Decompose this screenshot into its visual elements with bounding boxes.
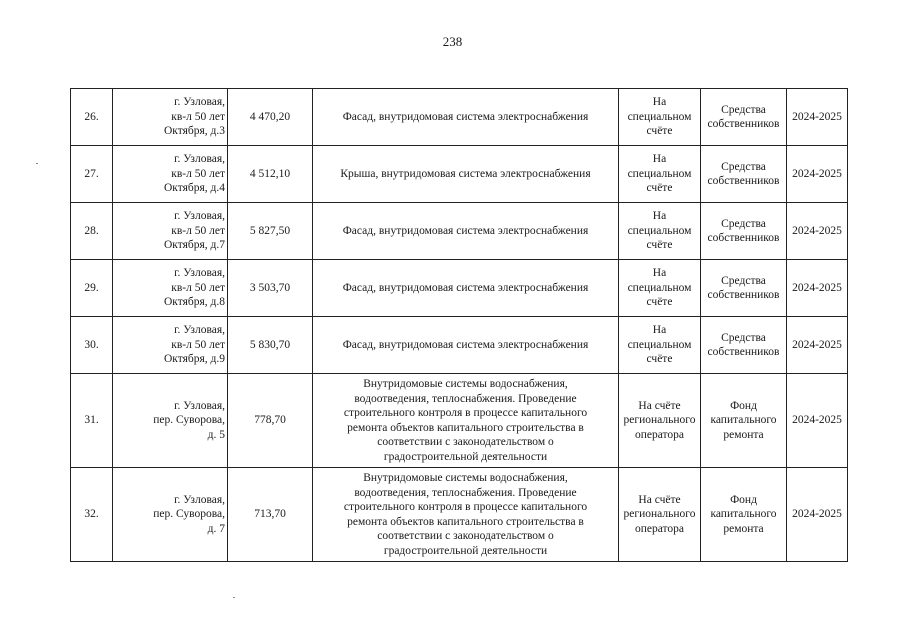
- account-type-cell-line: На: [652, 153, 667, 166]
- address-cell-line: кв-л 50 лет: [171, 224, 225, 237]
- work-type-cell: [313, 317, 619, 374]
- account-type-cell-line: специальном: [627, 281, 692, 294]
- account-type-cell-line: счёте: [646, 182, 673, 195]
- row-number-cell: 31.: [71, 374, 113, 468]
- account-type-cell-line: оператора: [634, 522, 685, 535]
- period-cell: 2024-2025: [787, 317, 848, 374]
- address-cell-line: пер. Суворова,: [153, 414, 225, 427]
- address-cell: [113, 203, 228, 260]
- account-type-cell-line: специальном: [627, 167, 692, 180]
- funding-source-cell-line: собственников: [707, 232, 780, 244]
- funding-source-cell-line: Средства: [721, 274, 766, 287]
- address-cell: [113, 374, 228, 468]
- funding-source-cell-line: Средства: [721, 103, 766, 116]
- account-type-cell: [619, 89, 701, 146]
- account-type-cell-line: счёте: [646, 125, 673, 138]
- address-cell-line: д. 7: [207, 522, 225, 535]
- work-type-cell-line: Фасад, внутридомовая система электроснабжения: [342, 338, 589, 351]
- area-cell: 5 830,70: [228, 317, 313, 374]
- work-type-cell-line: Фасад, внутридомовая система электроснабжения: [342, 224, 589, 237]
- account-type-cell-line: специальном: [627, 110, 692, 123]
- funding-source-cell-line: Средства: [721, 217, 766, 230]
- address-cell-line: пер. Суворова,: [153, 508, 225, 521]
- area-cell: 5 827,50: [228, 203, 313, 260]
- page-number: 238: [442, 34, 463, 49]
- work-type-cell-line: соответствии с законодательством о: [377, 530, 554, 542]
- funding-source-cell-line: собственников: [707, 346, 780, 358]
- funding-source-cell: [701, 146, 787, 203]
- row-number-cell: 32.: [71, 468, 113, 562]
- address-cell-line: д. 5: [207, 428, 225, 441]
- address-cell-line: кв-л 50 лет: [171, 167, 225, 180]
- funding-source-cell: [701, 89, 787, 146]
- funding-source-cell-line: капитального: [710, 414, 777, 427]
- address-cell: [113, 317, 228, 374]
- address-cell-line: г. Узловая,: [174, 493, 225, 506]
- account-type-cell-line: На: [652, 210, 667, 223]
- funding-source-cell-line: ремонта: [723, 522, 764, 535]
- account-type-cell: [619, 146, 701, 203]
- account-type-cell-line: На: [652, 267, 667, 280]
- address-cell-line: кв-л 50 лет: [171, 338, 225, 351]
- account-type-cell-line: регионального: [623, 414, 696, 427]
- account-type-cell: [619, 468, 701, 562]
- funding-source-cell: [701, 468, 787, 562]
- address-cell-line: Октября, д.3: [163, 125, 225, 138]
- repair-program-table: [70, 88, 848, 562]
- address-cell-line: кв-л 50 лет: [171, 110, 225, 123]
- account-type-cell-line: счёте: [646, 296, 673, 309]
- address-cell-line: Октября, д.9: [163, 353, 225, 366]
- account-type-cell-line: счёте: [646, 239, 673, 252]
- table-row: [71, 260, 848, 317]
- account-type-cell-line: На счёте: [638, 399, 681, 412]
- table-body: [71, 89, 848, 562]
- address-cell-line: кв-л 50 лет: [171, 281, 225, 294]
- account-type-cell-line: специальном: [627, 338, 692, 351]
- funding-source-cell: [701, 203, 787, 260]
- funding-source-cell-line: Средства: [721, 160, 766, 173]
- table-row: [71, 468, 848, 562]
- table-row: [71, 317, 848, 374]
- row-number-cell: 30.: [71, 317, 113, 374]
- table-row: [71, 203, 848, 260]
- work-type-cell: [313, 203, 619, 260]
- work-type-cell-line: ремонта объектов капитального строительства в: [347, 515, 584, 528]
- account-type-cell-line: оператора: [634, 428, 685, 441]
- address-cell-line: г. Узловая,: [174, 399, 225, 412]
- account-type-cell-line: специальном: [627, 224, 692, 237]
- account-type-cell-line: На: [652, 324, 667, 337]
- work-type-cell: [313, 374, 619, 468]
- funding-source-cell-line: Фонд: [730, 399, 757, 412]
- work-type-cell: [313, 89, 619, 146]
- scan-speck: [233, 597, 235, 598]
- address-cell-line: Октября, д.7: [163, 239, 225, 252]
- period-cell: 2024-2025: [787, 374, 848, 468]
- area-cell: 713,70: [228, 468, 313, 562]
- work-type-cell: [313, 146, 619, 203]
- work-type-cell-line: соответствии с законодательством о: [377, 436, 554, 448]
- work-type-cell-line: Фасад, внутридомовая система электроснабжения: [342, 281, 589, 294]
- address-cell: [113, 146, 228, 203]
- period-cell: 2024-2025: [787, 89, 848, 146]
- account-type-cell-line: На счёте: [638, 493, 681, 506]
- funding-source-cell-line: Средства: [721, 331, 766, 344]
- work-type-cell-line: строительного контроля в процессе капитального: [343, 407, 588, 419]
- work-type-cell-line: водоотведения, теплоснабжения. Проведение: [354, 486, 577, 499]
- work-type-cell-line: Внутридомовые системы водоснабжения,: [363, 472, 568, 484]
- address-cell-line: г. Узловая,: [174, 324, 225, 337]
- account-type-cell-line: На: [652, 96, 667, 109]
- address-cell-line: Октября, д.4: [163, 182, 225, 195]
- area-cell: 778,70: [228, 374, 313, 468]
- account-type-cell: [619, 260, 701, 317]
- period-cell: 2024-2025: [787, 260, 848, 317]
- work-type-cell-line: градостроительной деятельности: [383, 544, 548, 557]
- table-row: [71, 89, 848, 146]
- address-cell-line: г. Узловая,: [174, 267, 225, 280]
- area-cell: 3 503,70: [228, 260, 313, 317]
- area-cell: 4 512,10: [228, 146, 313, 203]
- account-type-cell: [619, 374, 701, 468]
- address-cell: [113, 89, 228, 146]
- funding-source-cell: [701, 374, 787, 468]
- work-type-cell-line: градостроительной деятельности: [383, 450, 548, 463]
- row-number-cell: 28.: [71, 203, 113, 260]
- address-cell: [113, 260, 228, 317]
- account-type-cell: [619, 317, 701, 374]
- funding-source-cell-line: Фонд: [730, 493, 757, 506]
- table-row: [71, 146, 848, 203]
- table-row: [71, 374, 848, 468]
- address-cell-line: г. Узловая,: [174, 96, 225, 109]
- funding-source-cell: [701, 260, 787, 317]
- work-type-cell: [313, 468, 619, 562]
- work-type-cell-line: Внутридомовые системы водоснабжения,: [363, 378, 568, 390]
- scan-speck: [36, 163, 38, 164]
- account-type-cell-line: счёте: [646, 353, 673, 366]
- address-cell-line: г. Узловая,: [174, 210, 225, 223]
- address-cell: [113, 468, 228, 562]
- funding-source-cell-line: собственников: [707, 118, 780, 130]
- work-type-cell-line: водоотведения, теплоснабжения. Проведение: [354, 392, 577, 405]
- row-number-cell: 29.: [71, 260, 113, 317]
- funding-source-cell-line: ремонта: [723, 428, 764, 441]
- work-type-cell-line: строительного контроля в процессе капитального: [343, 501, 588, 513]
- funding-source-cell-line: собственников: [707, 175, 780, 187]
- row-number-cell: 26.: [71, 89, 113, 146]
- period-cell: 2024-2025: [787, 146, 848, 203]
- work-type-cell: [313, 260, 619, 317]
- address-cell-line: Октября, д.8: [163, 296, 225, 309]
- work-type-cell-line: ремонта объектов капитального строительства в: [347, 421, 584, 434]
- work-type-cell-line: Крыша, внутридомовая система электроснабжения: [340, 167, 591, 180]
- period-cell: 2024-2025: [787, 203, 848, 260]
- account-type-cell: [619, 203, 701, 260]
- account-type-cell-line: регионального: [623, 508, 696, 521]
- funding-source-cell-line: собственников: [707, 289, 780, 301]
- funding-source-cell: [701, 317, 787, 374]
- work-type-cell-line: Фасад, внутридомовая система электроснабжения: [342, 110, 589, 123]
- address-cell-line: г. Узловая,: [174, 153, 225, 166]
- row-number-cell: 27.: [71, 146, 113, 203]
- period-cell: 2024-2025: [787, 468, 848, 562]
- area-cell: 4 470,20: [228, 89, 313, 146]
- funding-source-cell-line: капитального: [710, 508, 777, 521]
